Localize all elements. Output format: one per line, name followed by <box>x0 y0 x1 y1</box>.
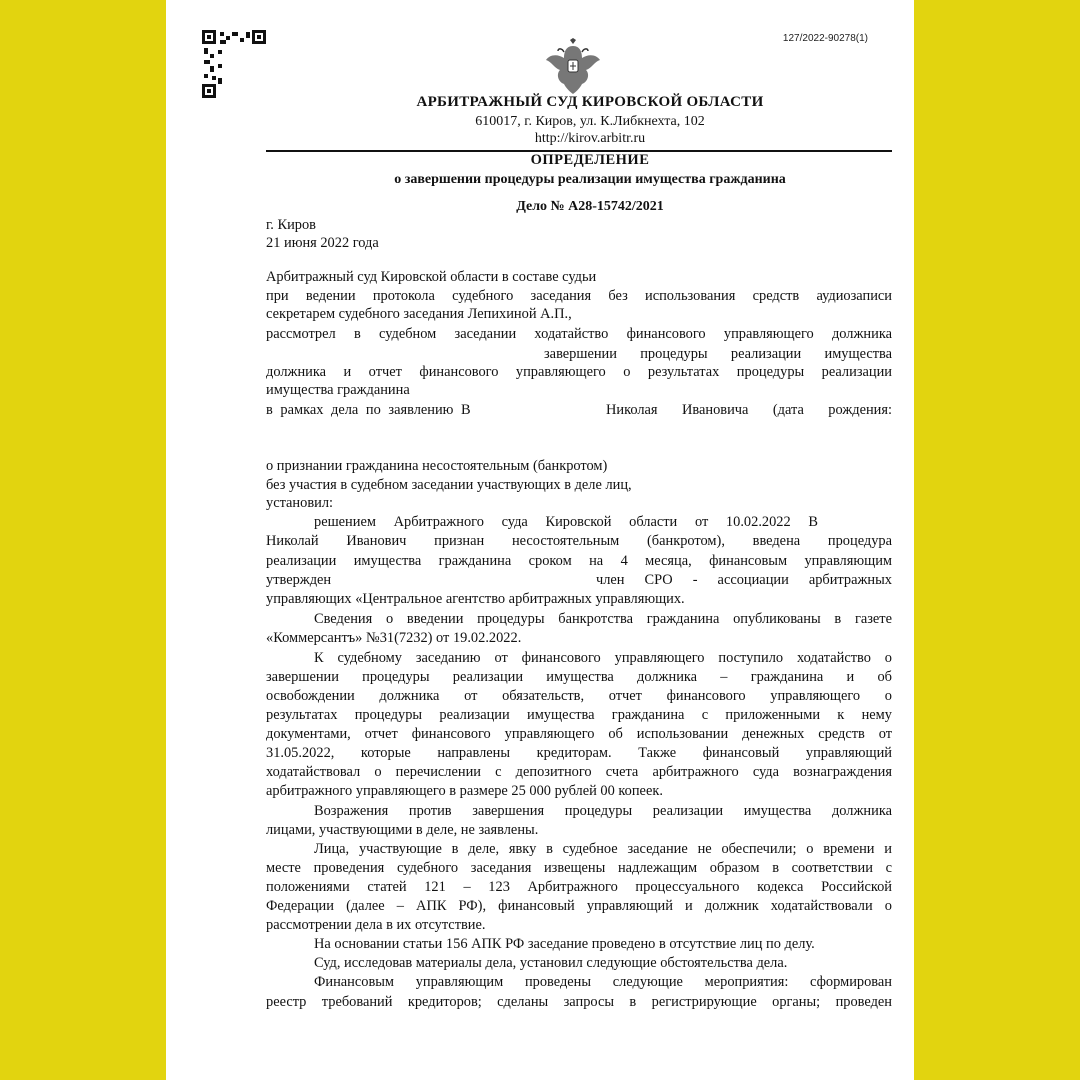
text-line: Сведения о введении процедуры банкротства гражданина опубликованы в газете <box>314 611 892 627</box>
text-line: Николай Иванович признан несостоятельным (банкротом), введена процедура <box>266 533 892 549</box>
text-line: завершении процедуры реализации имущества <box>544 346 892 362</box>
text-line: Возражения против завершения процедуры реализации имущества должника <box>314 803 892 819</box>
coat-of-arms-icon <box>544 38 602 94</box>
text-line: Арбитражный суд Кировской области в составе судьи <box>266 269 597 285</box>
text-line: установил: <box>266 495 334 511</box>
text-line: Николая Ивановича (дата рождения: <box>606 402 892 418</box>
text-line: результатах процедуры реализации имущества гражданина с приложенными к нему <box>266 707 892 723</box>
text-line: Суд, исследовав материалы дела, установил следующие обстоятельства дела. <box>314 955 788 971</box>
text-line: секретарем судебного заседания Лепихиной А.П., <box>266 306 572 322</box>
text-line: утвержден <box>266 572 332 588</box>
text-line: должника и отчет финансового управляющего о результатах процедуры реализации <box>266 364 892 380</box>
court-name: АРБИТРАЖНЫЙ СУД КИРОВСКОЙ ОБЛАСТИ <box>416 94 764 110</box>
text-line: 31.05.2022, которые направлены кредиторам. Также финансовый управляющий <box>266 745 892 761</box>
document-type: ОПРЕДЕЛЕНИЕ <box>530 152 650 168</box>
document-subject: о завершении процедуры реализации имущества гражданина <box>394 172 786 187</box>
text-line: в рамках дела по заявлению В <box>266 402 471 418</box>
text-line: управляющих «Центральное агентство арбитражных управляющих. <box>266 591 685 607</box>
text-line: Финансовым управляющим проведены следующие мероприятия: сформирован <box>314 974 892 990</box>
text-line: завершении процедуры реализации имущества должника – гражданина и об <box>266 669 892 685</box>
text-line: лицами, участвующими в деле, не заявлены. <box>266 822 539 838</box>
text-line: рассмотрении дела в их отсутствие. <box>266 917 486 933</box>
text-line: Федерации (далее – АПК РФ), финансовый управляющий и должник ходатайствовали о <box>266 898 892 914</box>
qr-code-icon <box>202 30 266 98</box>
case-number: Дело № А28-15742/2021 <box>516 199 664 214</box>
text-line: арбитражного управляющего в размере 25 000 рублей 00 копеек. <box>266 783 663 799</box>
text-line: «Коммерсантъ» №31(7232) от 19.02.2022. <box>266 630 522 646</box>
text-line: месте проведения судебного заседания извещены надлежащим образом в соответствии с <box>266 860 892 876</box>
text-line: реестр требований кредиторов; сделаны запросы в регистрирующие органы; проведен <box>266 994 892 1010</box>
text-line: К судебному заседанию от финансового управляющего поступило ходатайство о <box>314 650 892 666</box>
court-website[interactable]: http://kirov.arbitr.ru <box>534 131 646 146</box>
text-line: Лица, участвующие в деле, явку в судебное заседание не обеспечили; о времени и <box>314 841 892 857</box>
text-line: реализации имущества гражданина сроком на 4 месяца, финансовым управляющим <box>266 553 892 569</box>
place-text: г. Киров <box>266 217 316 233</box>
text-line: член СРО - ассоциации арбитражных <box>596 572 892 588</box>
text-line: решением Арбитражного суда Кировской области от 10.02.2022 В <box>314 514 818 530</box>
text-line: при ведении протокола судебного заседания без использования средств аудиозаписи <box>266 288 892 304</box>
document-number: 127/2022-90278(1) <box>782 33 868 44</box>
text-line: положениями статей 121 – 123 Арбитражного процессуального кодекса Российской <box>266 879 892 895</box>
text-line: На основании статьи 156 АПК РФ заседание проведено в отсутствие лиц по делу. <box>314 936 815 952</box>
text-line: документами, отчет финансового управляющего об использовании денежных средств от <box>266 726 892 742</box>
text-line: без участия в судебном заседании участвующих в деле лиц, <box>266 477 632 493</box>
court-address: 610017, г. Киров, ул. К.Либкнехта, 102 <box>475 114 705 129</box>
text-line: имущества гражданина <box>266 382 410 398</box>
text-line: рассмотрел в судебном заседании ходатайство финансового управляющего должника <box>266 326 892 342</box>
date-text: 21 июня 2022 года <box>266 235 379 251</box>
document-page <box>166 0 914 1080</box>
text-line: ходатайствовал о перечислении с депозитного счета арбитражного суда вознаграждения <box>266 764 892 780</box>
text-line: о признании гражданина несостоятельным (банкротом) <box>266 458 608 474</box>
text-line: освобождении должника от обязательств, отчет финансового управляющего о <box>266 688 892 704</box>
